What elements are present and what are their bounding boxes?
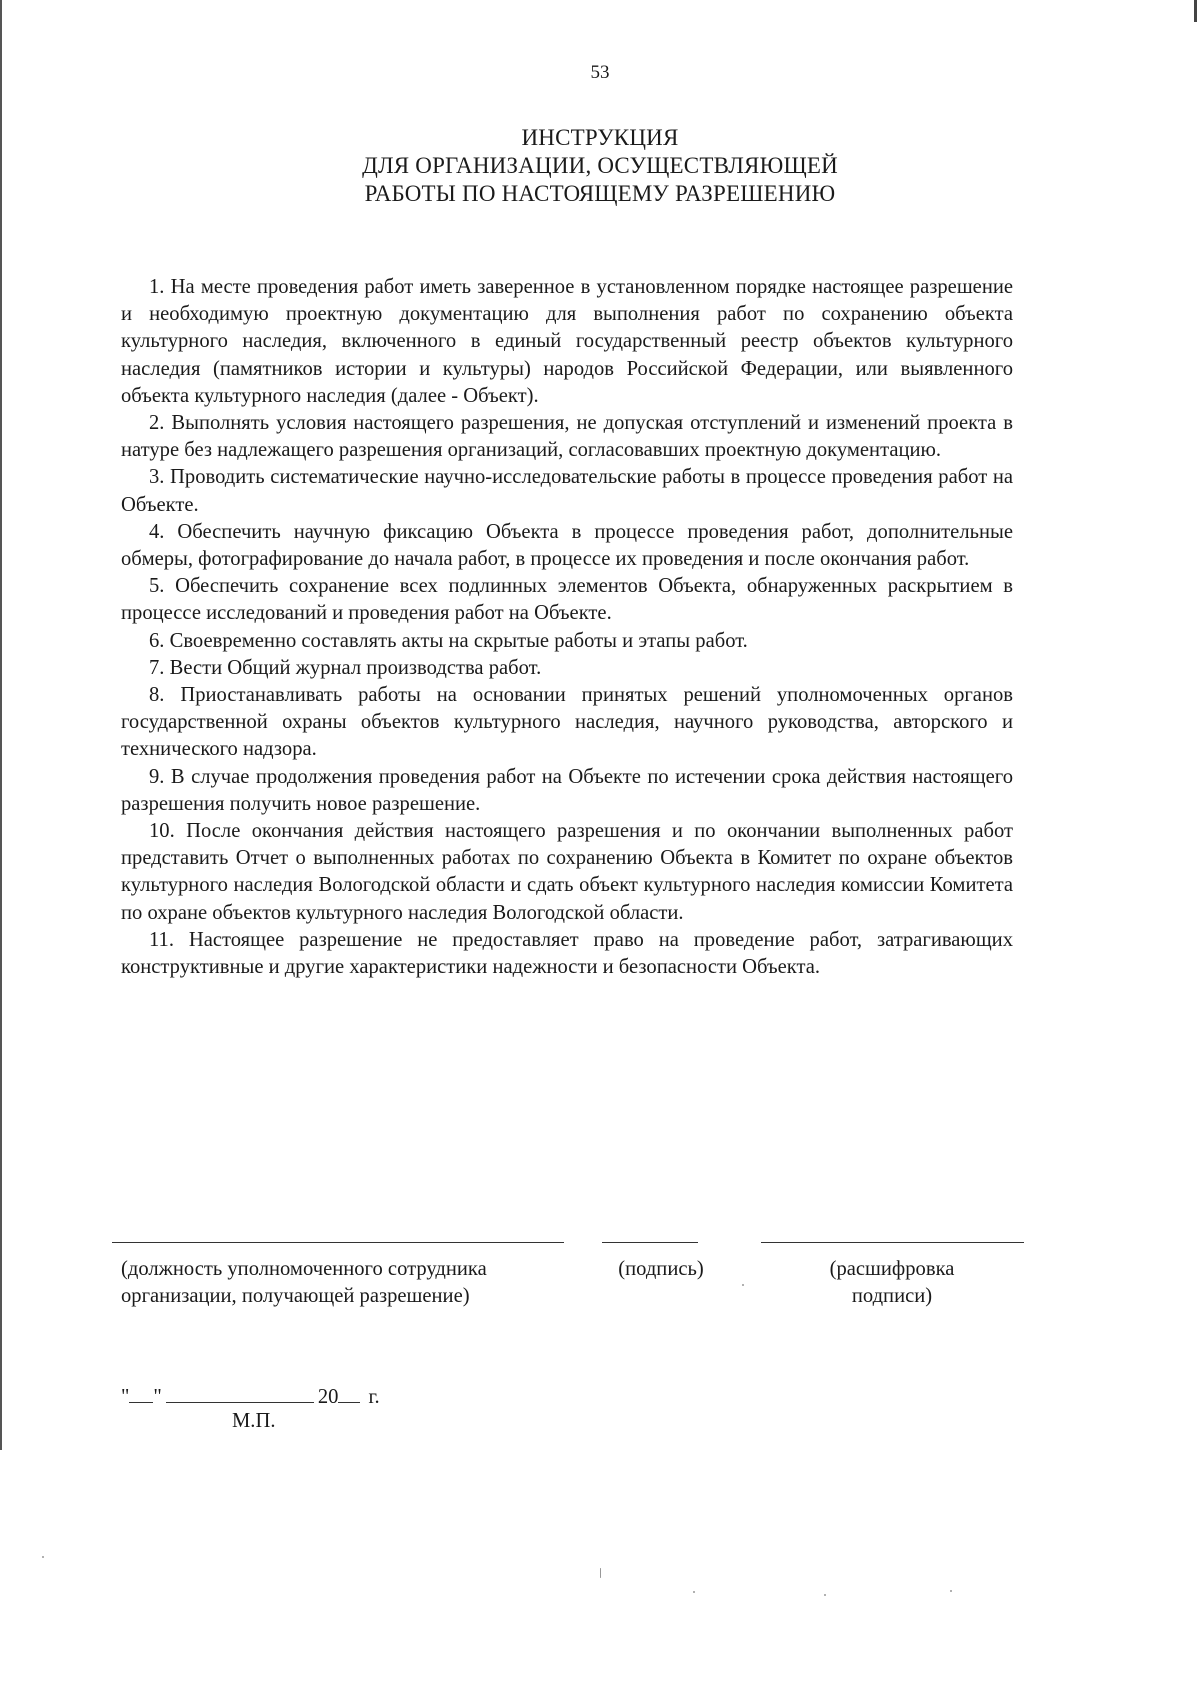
page-number: 53 xyxy=(590,62,610,83)
year-blank xyxy=(338,1384,360,1403)
instruction-item-9: 9. В случае продолжения проведения работ на Объекте по истечении срока действия настоящего разрешения получить новое разрешение. xyxy=(121,765,1013,815)
instruction-item-1: 1. На месте проведения работ иметь заверенное в установленном порядке настоящее разрешение и необходимую проектную документацию для выполнения работ по сохранению объекта культурного наследия, включенного в единый государственный реестр объектов культурного наследия (памятников истории и культуры) народов Российской Федерации, или выявленного объекта культурного наследия (далее - Объект). xyxy=(121,276,1013,407)
instruction-item-2: 2. Выполнять условия настоящего разрешения, не допуская отступлений и изменений проекта в натуре без надлежащего разрешения организаций, согласовавших проектную документацию. xyxy=(121,412,1013,462)
position-label xyxy=(121,1256,581,1310)
scan-speck xyxy=(950,1590,952,1592)
date-quote-open: " xyxy=(121,1386,130,1408)
signature-line xyxy=(602,1242,698,1243)
position-label-line-1: (должность уполномоченного сотрудника xyxy=(121,1258,487,1280)
position-label-line-2: организации, получающей разрешение) xyxy=(121,1285,470,1307)
title-line-1: ИНСТРУКЦИЯ xyxy=(521,125,679,150)
scan-mark xyxy=(1194,0,1197,22)
stamp-placeholder: М.П. xyxy=(232,1410,276,1432)
instruction-item-10: 10. После окончания действия настоящего разрешения и по окончании выполненных работ представить Отчет о выполненных работах по сохранению Объекта в Комитет по охране объектов культурного наследия Вологодской области и сдать объект культурного наследия комиссии Комитета по охране объектов культурного наследия Вологодской области. xyxy=(121,820,1013,924)
scan-speck xyxy=(824,1594,826,1596)
instruction-item-5: 5. Обеспечить сохранение всех подлинных элементов Объекта, обнаруженных раскрытием в процессе исследований и проведения работ на Объекте. xyxy=(121,575,1013,625)
scan-speck xyxy=(600,1568,601,1578)
date-quote-close: " xyxy=(153,1386,162,1408)
instruction-item-6: 6. Своевременно составлять акты на скрытые работы и этапы работ. xyxy=(149,629,748,652)
year-suffix: г. xyxy=(368,1386,380,1408)
decoding-label xyxy=(792,1256,992,1310)
decoding-signature-line xyxy=(761,1242,1024,1243)
instruction-list xyxy=(121,274,1013,981)
scan-speck xyxy=(693,1591,695,1593)
scan-edge xyxy=(0,0,2,1450)
year-prefix: 20 xyxy=(317,1386,339,1408)
instruction-item-8: 8. Приостанавливать работы на основании принятых решений уполномоченных органов государственной охраны объектов культурного наследия, научного руководства, авторского и технического надзора. xyxy=(121,684,1013,761)
title-line-3: РАБОТЫ ПО НАСТОЯЩЕМУ РАЗРЕШЕНИЮ xyxy=(364,181,836,206)
position-signature-line xyxy=(112,1242,564,1243)
scan-speck xyxy=(42,1556,44,1558)
instruction-item-4: 4. Обеспечить научную фиксацию Объекта в процессе проведения работ, дополнительные обмеры, фотографирование до начала работ, в процессе их проведения и после окончания работ. xyxy=(121,520,1013,571)
month-blank xyxy=(166,1384,314,1403)
day-blank xyxy=(129,1384,153,1403)
instruction-item-7: 7. Вести Общий журнал производства работ. xyxy=(149,656,542,679)
decoding-label-line-2: подписи) xyxy=(851,1285,933,1307)
decoding-label-line-1: (расшифровка xyxy=(829,1258,955,1280)
signature-label: (подпись) xyxy=(618,1258,704,1280)
document-title xyxy=(0,124,1200,208)
instruction-item-3: 3. Проводить систематические научно-исследовательские работы в процессе проведения работ на Объекте. xyxy=(121,466,1013,516)
instruction-item-11: 11. Настоящее разрешение не предоставляет право на проведение работ, затрагивающих конструктивные и другие характеристики надежности и безопасности Объекта. xyxy=(121,928,1013,979)
date-field xyxy=(121,1384,380,1409)
scan-speck xyxy=(742,1284,744,1286)
title-line-2: ДЛЯ ОРГАНИЗАЦИИ, ОСУЩЕСТВЛЯЮЩЕЙ xyxy=(362,153,838,178)
